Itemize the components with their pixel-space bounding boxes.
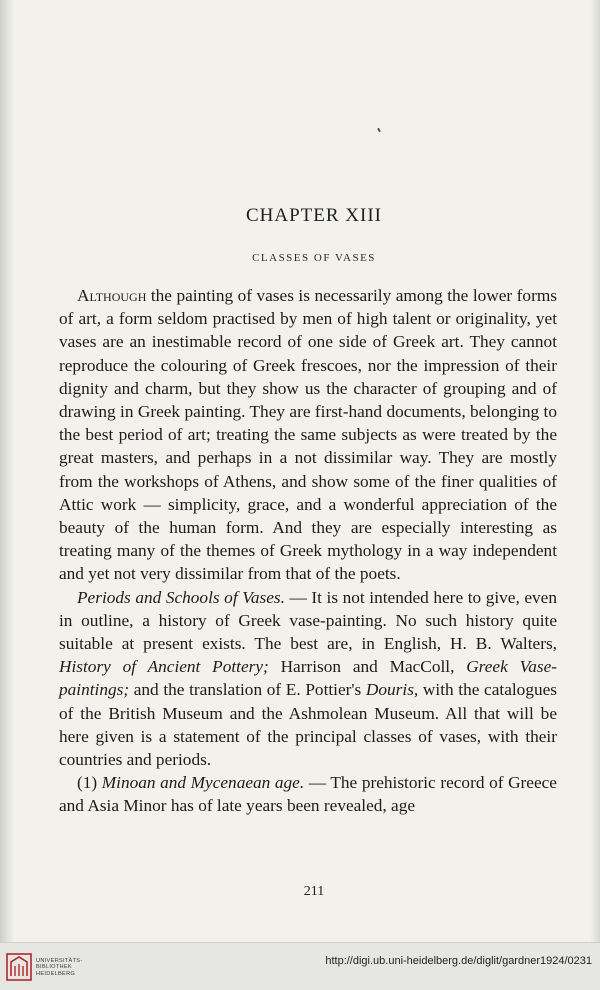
paragraph-3-text: — The prehistoric record of Greece and Asia Minor has of late years been revealed, age [59, 773, 557, 816]
paragraph-1 [59, 284, 557, 586]
library-name-line-2: BIBLIOTHEK [36, 964, 72, 971]
book-title-douris: Douris, [365, 680, 419, 700]
paragraph-3 [59, 771, 557, 817]
book-title-walters: History of Ancient Pottery; [59, 657, 269, 677]
paragraph-lead-word: Although [77, 286, 147, 305]
viewer-footer [0, 942, 600, 990]
library-name-line-3: HEIDELBERG [36, 970, 76, 977]
paragraph-1-text: the painting of vases is necessarily among the lower forms of art, a form seldom practised by men of high talent or originality, yet vases are an inestimable record of one side of Greek art. They cannot reproduce the colouring of Greek frescoes, nor the impression of their dignity and charm, but they show us the character of grouping and of drawing in Greek painting. They are first-hand documents, belonging to the best period of art; treating the same subjects as were treated by the great masters, and perhaps in a not dissimilar way. They are mostly from the workshops of Athens, and show some of the finer qualities of Attic work — simplicity, grace, and a wonderful appreciation of the beauty of the human form. And they are especially interesting as treating many of the themes of Greek mythology in a way independent and yet not very dissimilar from that of the poets. [59, 286, 557, 584]
body-text [59, 284, 557, 818]
paragraph-2-text-b: Harrison and MacColl, [268, 657, 467, 677]
chapter-title: CHAPTER XIII [245, 205, 383, 226]
library-name [36, 958, 82, 977]
university-library-logo-icon [6, 953, 32, 981]
page-edge-shadow-right [590, 0, 600, 942]
library-name-line-1: UNIVERSITÄTS- [36, 958, 83, 964]
page-number: 211 [303, 884, 325, 899]
paragraph-2 [59, 586, 557, 772]
book-title-harrison: Greek Vase-paintings; [59, 657, 558, 700]
paragraph-2-text-d: with the catalogues of the British Museum and the Ashmolean Museum. All that will be here given is a statement of the principal classes of vases, with their countries and periods. [59, 680, 557, 770]
section-number: (1) [77, 773, 102, 793]
chapter-subtitle: CLASSES OF VASES [252, 252, 376, 264]
paragraph-2-text-a: — It is not intended here to give, even in outline, a history of Greek vase-painting. No such history quite suitable at present exists. The best are, in English, H. B. Walters, [59, 587, 557, 654]
paragraph-2-text-c: and the translation of E. Pottier's [129, 680, 366, 700]
page-edge-shadow-left [0, 0, 14, 942]
section-heading-minoan: Minoan and Mycenaean age. [101, 773, 305, 793]
section-heading-periods: Periods and Schools of Vases. [77, 587, 285, 607]
permalink-url[interactable]: http://digi.ub.uni-heidelberg.de/diglit/gardner1924/0231 [325, 955, 592, 967]
scan-speck [377, 128, 381, 132]
